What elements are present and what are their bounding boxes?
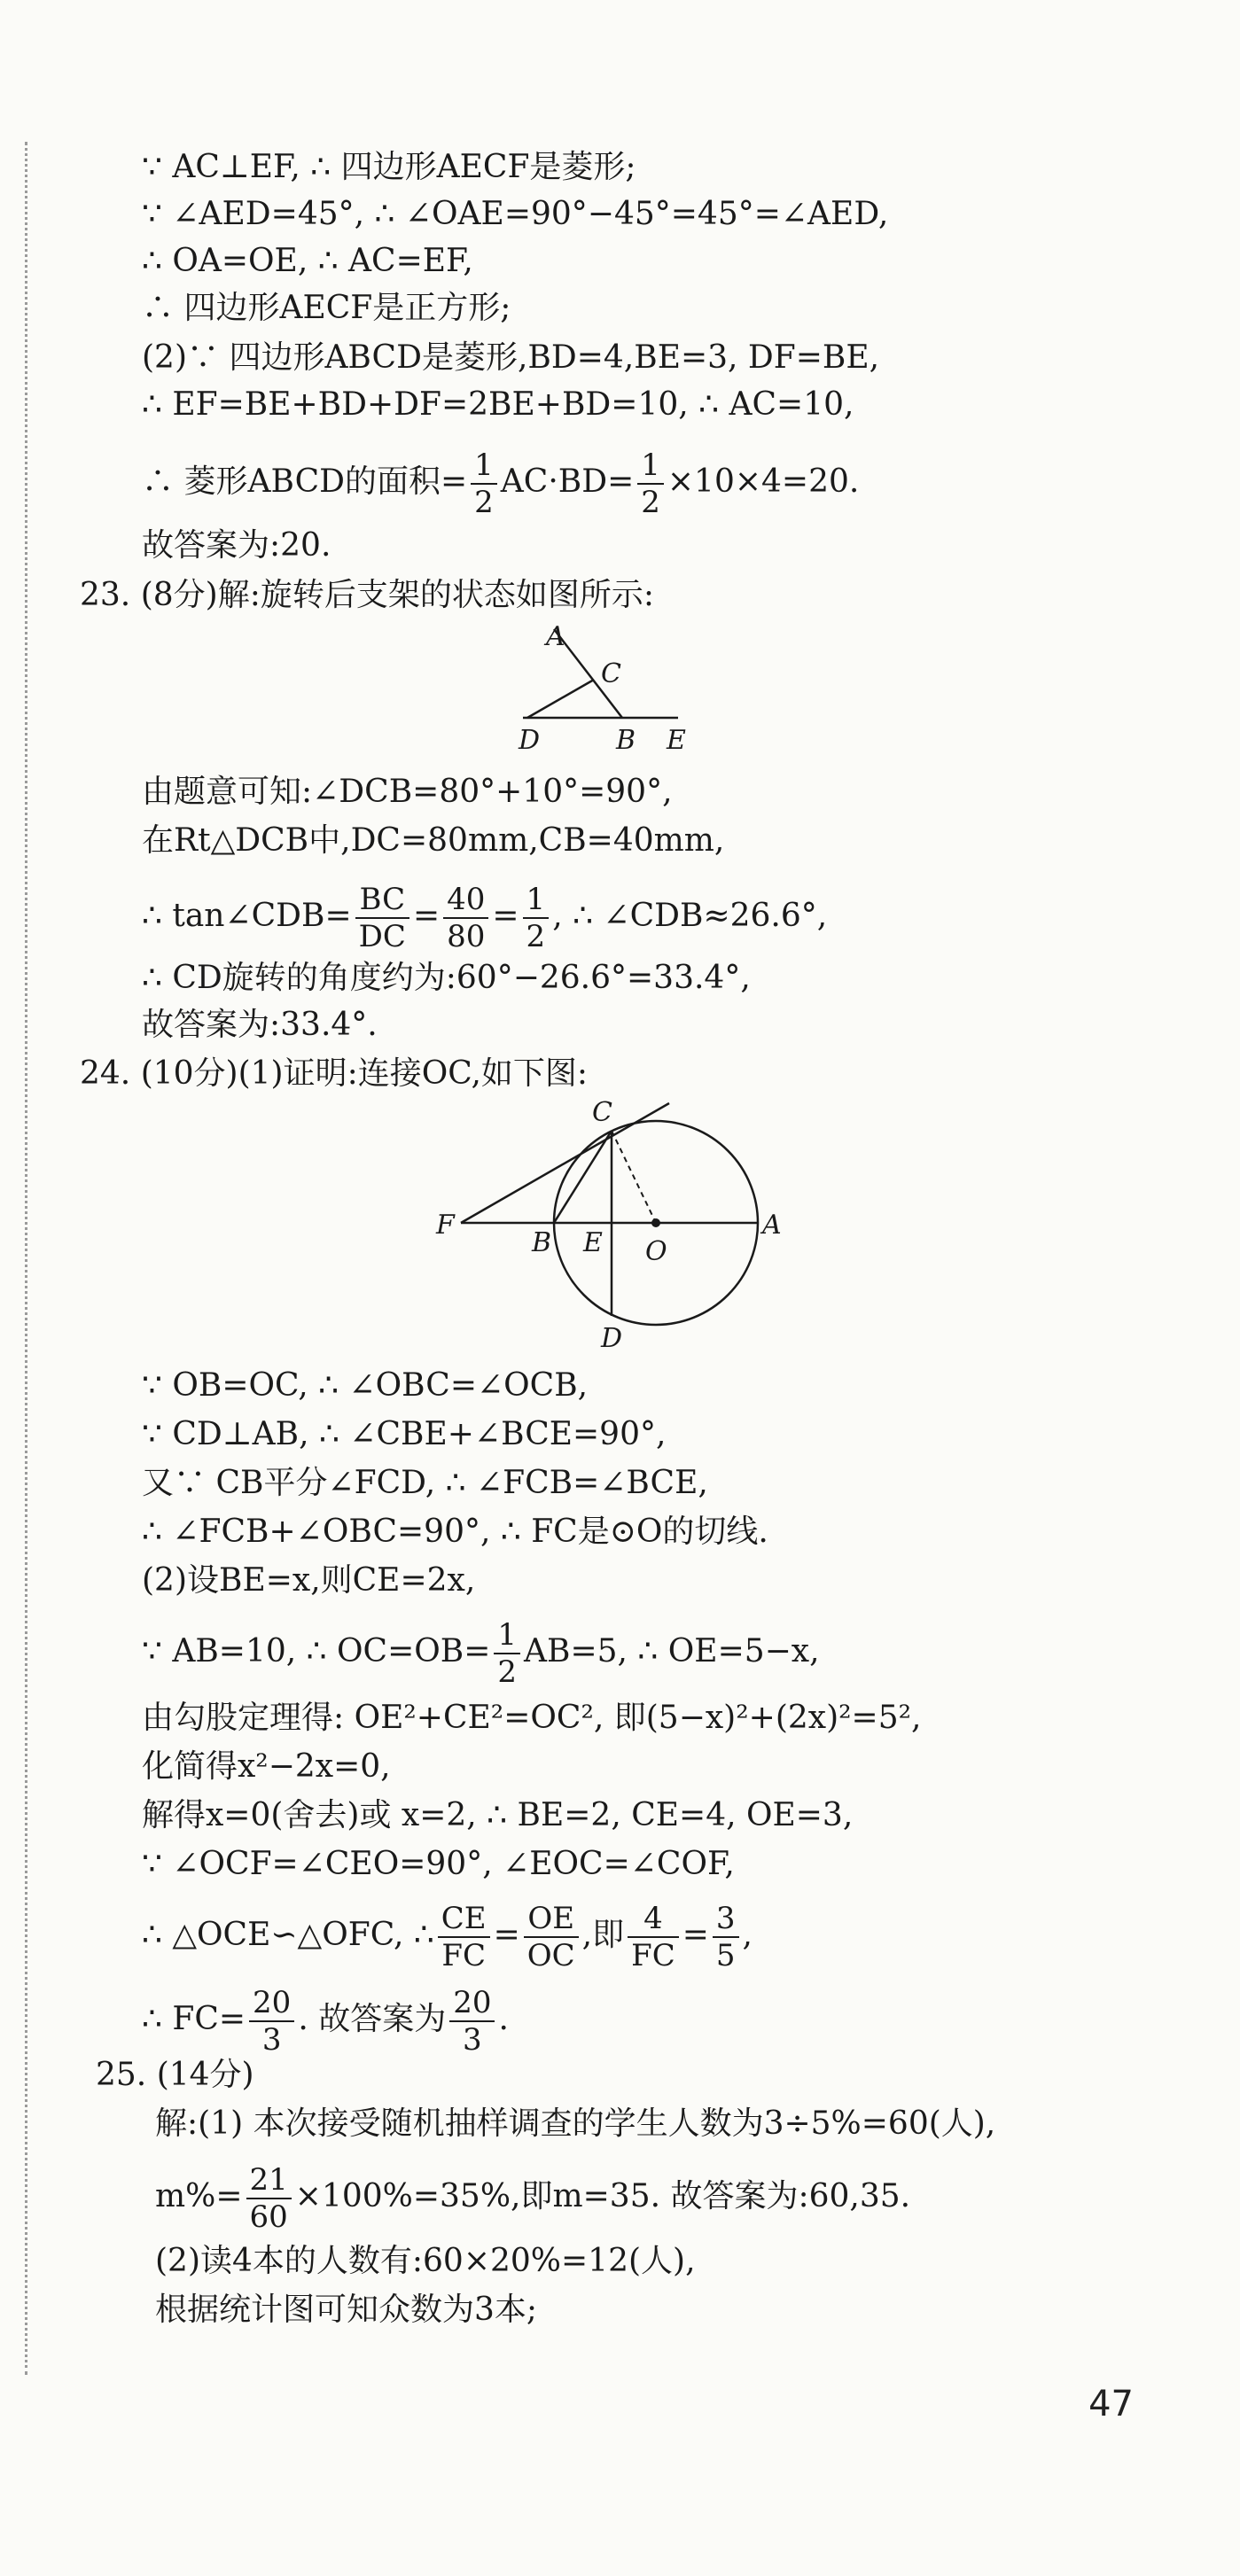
fraction: $\frac{1}{2}$ [471,447,497,520]
page-number: 47 [1088,2384,1134,2424]
label-c: C [601,658,621,689]
figure-24-circle-tangent [425,1099,798,1356]
fraction: $\frac{1}{2}$ [637,447,664,520]
fraction: $\frac{CE}{FC}$ [438,1901,490,1973]
fraction: $\frac{BC}{DC}$ [355,882,409,954]
text-line: ∵ AC⊥EF, ∴ 四边形AECF是菱形; [142,149,636,185]
line-dc [527,680,594,718]
question-25-heading: 25. (14分) [96,2057,254,2093]
fraction: $\frac{40}{80}$ [443,882,488,954]
question-23-heading: 23. (8分)解:旋转后支架的状态如图所示: [80,577,654,613]
figure-23-rotated-bracket [514,620,709,753]
text-line: ∵ ∠OCF=∠CEO=90°, ∠EOC=∠COF, [142,1846,735,1882]
fraction: $\frac{OE}{OC}$ [524,1901,579,1973]
fraction: $\frac{4}{FC}$ [628,1901,679,1973]
fraction: $\frac{20}{3}$ [249,1985,294,2058]
question-24-heading: 24. (10分)(1)证明:连接OC,如下图: [80,1055,589,1092]
oc-formula-line: ∵ AB=10, ∴ OC=OB= $\frac{1}{2}$ AB=5, ∴ OE=5−x, [142,1617,820,1690]
text-line: 在Rt△DCB中,DC=80mm,CB=40mm, [142,822,725,859]
label-a: A [762,1210,782,1241]
text-line: ∵ OB=OC, ∴ ∠OBC=∠OCB, [142,1367,589,1404]
fraction: $\frac{1}{2}$ [494,1617,520,1690]
label-e: E [667,725,686,753]
text-line: ∵ ∠AED=45°, ∴ ∠OAE=90°−45°=45°=∠AED, [142,196,889,232]
text-line: ∵ CD⊥AB, ∴ ∠CBE+∠BCE=90°, [142,1416,667,1452]
line-cb [554,1131,612,1223]
binding-edge [25,142,36,2375]
text-line: (2)∵ 四边形ABCD是菱形,BD=4,BE=3, DF=BE, [142,339,880,376]
percent-formula-line: m%= $\frac{21}{60}$ ×100%=35%,即m=35. 故答案为:60,35. [155,2162,911,2235]
text-line: 又∵ CB平分∠FCD, ∴ ∠FCB=∠BCE, [142,1465,708,1501]
tan-formula-line: ∴ tan∠CDB= $\frac{BC}{DC}$ = $\frac{40}{80}$ = $\frac{1}{2}$ , ∴ ∠CDB≈26.6°, [142,882,828,954]
text-line: ∴ OA=OE, ∴ AC=EF, [142,243,473,279]
center-dot [651,1218,660,1227]
label-a: A [546,621,565,652]
label-e: E [583,1227,603,1258]
text-line: 解得x=0(舍去)或 x=2, ∴ BE=2, CE=4, OE=3, [142,1797,854,1833]
label-f: F [436,1210,455,1241]
similarity-line: ∴ △OCE∽△OFC, ∴ $\frac{CE}{FC}$ = $\frac{OE}{OC}$ ,即 $\frac{4}{FC}$ = $\frac{3}{5}$ , [142,1901,753,1973]
text-line: 由勾股定理得: OE²+CE²=OC², 即(5−x)²+(2x)²=5², [142,1700,922,1736]
fraction: $\frac{1}{2}$ [523,882,550,954]
text-line: 解:(1) 本次接受随机抽样调查的学生人数为3÷5%=60(人), [155,2105,996,2142]
fc-answer-line: ∴ FC= $\frac{20}{3}$ . 故答案为 $\frac{20}{3}$ . [142,1985,509,2058]
fraction: $\frac{3}{5}$ [713,1901,739,1973]
text-line: 根据统计图可知众数为3本; [155,2292,538,2328]
fraction: $\frac{21}{60}$ [246,2162,292,2235]
label-b: B [532,1227,552,1258]
line-oc-dashed [612,1131,656,1223]
text-line: 由题意可知:∠DCB=80°+10°=90°, [142,774,673,810]
text-line: ∴ EF=BE+BD+DF=2BE+BD=10, ∴ AC=10, [142,386,854,423]
label-c: C [592,1099,612,1128]
text-line: 故答案为:20. [142,527,331,564]
text-line: 故答案为:33.4°. [142,1007,378,1043]
fraction: $\frac{20}{3}$ [449,1985,495,2058]
area-formula-line: ∴ 菱形ABCD的面积= $\frac{1}{2}$ AC·BD= $\frac{1}{2}$ ×10×4=20. [142,447,860,520]
text-line: (2)设BE=x,则CE=2x, [142,1562,476,1599]
text-line: ∴ CD旋转的角度约为:60°−26.6°=33.4°, [142,960,751,996]
label-d: D [601,1323,623,1354]
text-line: 化简得x²−2x=0, [142,1748,391,1785]
text-line: (2)读4本的人数有:60×20%=12(人), [155,2243,696,2279]
label-d: D [519,725,541,753]
text-line: ∴ ∠FCB+∠OBC=90°, ∴ FC是⊙O的切线. [142,1514,768,1550]
label-o: O [645,1236,667,1267]
text-line: ∴ 四边形AECF是正方形; [142,290,511,326]
label-b: B [616,725,636,753]
